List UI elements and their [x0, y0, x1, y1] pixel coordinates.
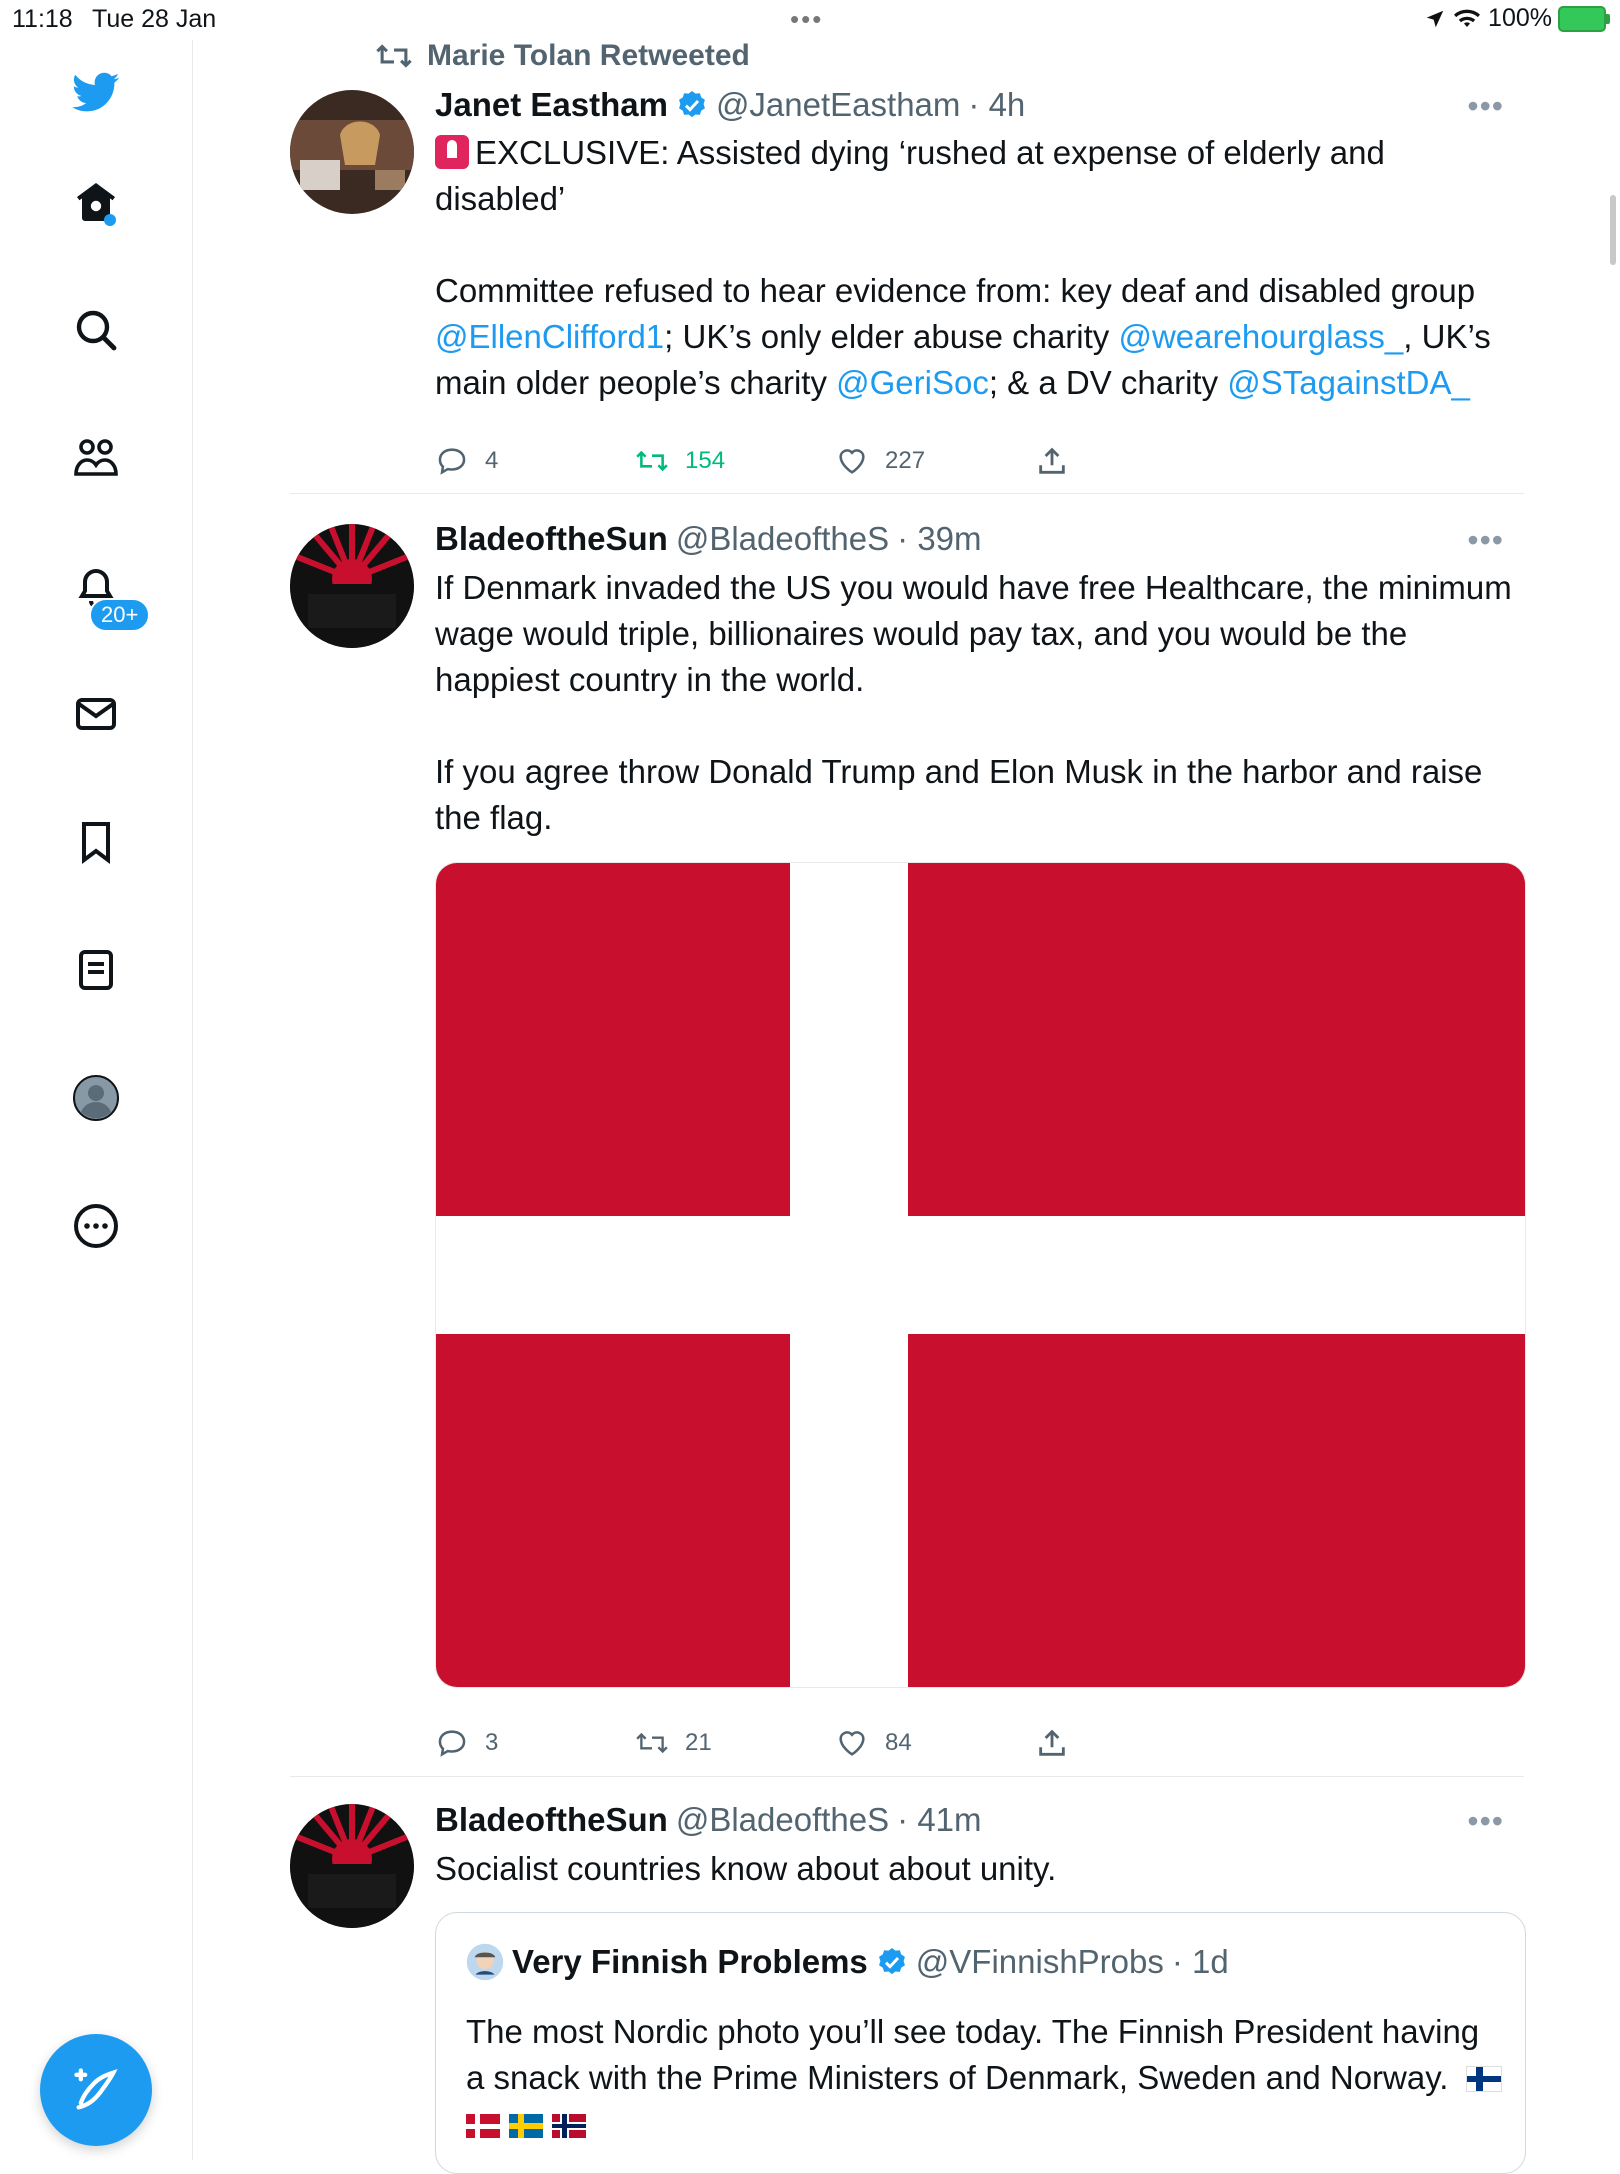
display-name[interactable]: BladeoftheSun: [435, 1801, 668, 1838]
handle: @BladeoftheS: [675, 1801, 890, 1838]
share-icon: [1035, 1726, 1069, 1760]
tweet-time[interactable]: · 4h: [968, 86, 1026, 123]
handle: @BladeoftheS: [675, 520, 890, 557]
tweet-text: Socialist countries know about about unity.: [435, 1850, 1057, 1887]
heart-icon: [835, 444, 869, 478]
tweet-more-icon[interactable]: •••: [1467, 88, 1504, 124]
quote-tweet[interactable]: [435, 1912, 1526, 2174]
communities-icon[interactable]: [60, 422, 132, 494]
handle: @JanetEastham: [715, 86, 961, 123]
retweet-context-text: Marie Tolan Retweeted: [427, 39, 750, 72]
mention-link[interactable]: @wearehourglass_: [1118, 318, 1404, 355]
like-button[interactable]: 227: [835, 444, 925, 478]
tweet-header: [435, 1801, 982, 1839]
norway-flag-icon: [552, 2114, 586, 2138]
reply-button[interactable]: 3: [435, 1726, 498, 1760]
verified-badge-icon: [876, 1946, 908, 1978]
location-icon: [1424, 8, 1446, 30]
tweet-more-icon[interactable]: •••: [1467, 522, 1504, 558]
display-name[interactable]: BladeoftheSun: [435, 520, 668, 557]
quote-header: [466, 1943, 1229, 1981]
tweet-header: [435, 86, 1025, 124]
status-right: [1424, 4, 1606, 33]
multitasking-dots[interactable]: •••: [790, 4, 824, 34]
tweet-header: [435, 520, 982, 558]
retweet-context: [375, 40, 750, 72]
tweet-text: If Denmark invaded the US you would have free Healthcare, the minimum wage would triple, billionaires would pay tax, and you would be the happiest country in the world. If you agree throw Donald Trump and Elon Musk in the harbor and raise the flag.: [435, 569, 1512, 836]
finland-flag-icon: [1466, 2066, 1502, 2092]
retweet-icon: [635, 1726, 669, 1760]
tweet-actions: [435, 1726, 1235, 1766]
notifications-badge: 20+: [89, 598, 150, 632]
share-button[interactable]: [1035, 444, 1069, 478]
battery-percent: 100%: [1488, 4, 1552, 32]
like-button[interactable]: 84: [835, 1726, 912, 1760]
reply-icon: [435, 444, 469, 478]
tweet-actions: [435, 444, 1235, 484]
avatar: [466, 1943, 504, 1981]
home-unread-dot: [104, 214, 116, 226]
tweet-divider: [290, 1776, 1524, 1777]
mention-link[interactable]: @STagainstDA_: [1227, 364, 1470, 401]
search-icon[interactable]: [60, 294, 132, 366]
siren-emoji-icon: [435, 135, 469, 169]
home-icon[interactable]: [60, 166, 132, 238]
twitter-logo-icon[interactable]: [60, 56, 132, 128]
display-name[interactable]: Janet Eastham: [435, 86, 668, 123]
retweet-button[interactable]: 21: [635, 1726, 712, 1760]
status-time: 11:18: [12, 5, 73, 33]
bookmarks-icon[interactable]: [60, 806, 132, 878]
avatar[interactable]: [290, 1804, 414, 1928]
status-date: Tue 28 Jan: [92, 5, 217, 33]
tweet-divider: [290, 493, 1524, 494]
share-button[interactable]: [1035, 1726, 1069, 1760]
profile-avatar-icon[interactable]: [60, 1062, 132, 1134]
mention-link[interactable]: @GeriSoc: [836, 364, 989, 401]
retweet-button[interactable]: 154: [635, 444, 725, 478]
avatar[interactable]: [290, 90, 414, 214]
lists-icon[interactable]: [60, 934, 132, 1006]
tweet-more-icon[interactable]: •••: [1467, 1803, 1504, 1839]
reply-icon: [435, 1726, 469, 1760]
avatar[interactable]: [290, 524, 414, 648]
tweet-time[interactable]: · 41m: [897, 1801, 982, 1838]
share-icon: [1035, 444, 1069, 478]
tweet-text: EXCLUSIVE: Assisted dying ‘rushed at expense of elderly and disabled’ Committee refused to hear evidence from: key deaf and disabled group @EllenClifford1; UK’s only elder abuse charity @wearehourglass_, UK’s main older people’s charity @GeriSoc; & a DV charity @STagainstDA_: [435, 134, 1491, 401]
status-bar: [0, 0, 1620, 40]
heart-icon: [835, 1726, 869, 1760]
compose-feather-icon: [70, 2064, 122, 2116]
compose-tweet-button[interactable]: [40, 2034, 152, 2146]
reply-button[interactable]: 4: [435, 444, 498, 478]
tweet-time[interactable]: · 39m: [897, 520, 982, 557]
quote-display-name: Very Finnish Problems: [512, 1943, 868, 1980]
retweet-icon: [375, 41, 413, 71]
mention-link[interactable]: @EllenClifford1: [435, 318, 665, 355]
quote-handle: @VFinnishProbs: [915, 1943, 1164, 1980]
sweden-flag-icon: [509, 2114, 543, 2138]
sidebar-nav: [0, 40, 193, 2160]
battery-icon: [1558, 6, 1606, 32]
messages-icon[interactable]: [60, 678, 132, 750]
tweet-image-denmark-flag[interactable]: [435, 862, 1526, 1688]
wifi-icon: [1452, 7, 1482, 31]
retweet-icon: [635, 444, 669, 478]
denmark-flag-icon: [466, 2114, 500, 2138]
verified-badge-icon: [676, 89, 708, 121]
scrollbar[interactable]: [1610, 195, 1616, 265]
quote-time: · 1d: [1171, 1943, 1229, 1980]
quote-text: The most Nordic photo you’ll see today. The Finnish President having a snack with the Prime Ministers of Denmark, Sweden and Norway.: [466, 2009, 1506, 2147]
more-icon[interactable]: [60, 1190, 132, 1262]
